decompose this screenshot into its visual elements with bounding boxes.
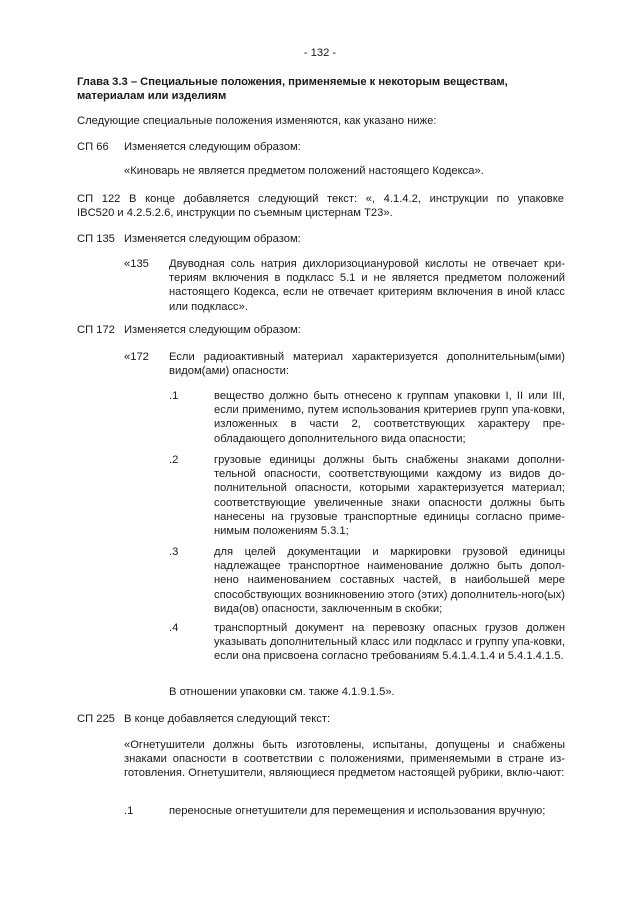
heading-line-2: материалам или изделиям <box>77 90 227 103</box>
sp172-body: Если радиоактивный материал характеризуется дополнительным(ыми) видом(ами) опасности: <box>169 351 565 378</box>
intro-text: Следующие специальные положения изменяются, как указано ниже: <box>77 115 437 127</box>
sp122-line1: СП 122 В конце добавляется следующий текст: «, 4.1.4.2, инструкции по упаковке <box>77 193 564 205</box>
sp66-label: СП 66 <box>77 141 109 153</box>
sp172-footer: В отношении упаковки см. также 4.1.9.1.5». <box>169 686 395 698</box>
sp122-line2: IBC520 и 4.2.5.2.6, инструкции по съемным цистернам T23». <box>77 207 393 220</box>
sp135-body: Двуводная соль натрия дихлоризоциануровой кислоты не отвечает кри-териям включения в подкласс 5.1 и не является предметом положений настоящего Кодекса, если не отвечает критериям включения в иной класс или подкласс». <box>169 258 565 313</box>
sp135-num: «135 <box>124 258 149 270</box>
sp172-item-1-text: вещество должно быть отнесено к группам упаковки I, II или III, если применимо, путем использования критериев групп упа-ковки, изложенных в части 2, соответствующих характеру пре-обладающего дополнительного вида опасности; <box>214 390 565 445</box>
sp172-item-4-text: транспортный документ на перевозку опасных грузов должен указывать дополнительный класс или подкласс и группу упа-ковки, если она присвоена согласно требованиям 5.4.1.4.1.4 и 5.4.1.4.1.5. <box>214 622 565 663</box>
sp172-item-3-text: для целей документации и маркировки грузовой единицы надлежащее транспортное наименование должно быть допол-нено наименованием составных частей, в наибольшей мере способствующих возникновению этого (этих) дополнитель-ного(ых) вида(ов) опасности, заключенным в скобки; <box>214 546 565 615</box>
sp172-item-4-num: .4 <box>169 622 179 634</box>
sp225-body: «Огнетушители должны быть изготовлены, испытаны, допущены и снабжены знаками опасности в соответствии с положениями, применяемыми в стране из-готовления. Огнетушители, являющиеся предметом настоящей рубрики, вклю-чают: <box>124 739 565 780</box>
sp122-block <box>77 192 564 220</box>
sp172-item-2-num: .2 <box>169 454 179 466</box>
page-number: - 132 - <box>303 47 337 59</box>
sp135-text: Изменяется следующим образом: <box>124 233 301 245</box>
sp172-item-2-text: грузовые единицы должны быть снабжены знаками дополни-тельной опасности, соответствующими каждому из видов до-полнительной опасности, которыми характеризуется материал; соответствующие увеличенные знаки опасности должны быть нанесены на грузовые транспортные единицы согласно приме-нимым положениям 5.3.1; <box>214 454 565 538</box>
sp225-text: В конце добавляется следующий текст: <box>124 713 331 725</box>
sp66-text: Изменяется следующим образом: <box>124 141 301 153</box>
sp225-label: СП 225 <box>77 713 115 725</box>
sp172-text: Изменяется следующим образом: <box>124 324 301 336</box>
sp172-num: «172 <box>124 351 149 363</box>
sp172-label: СП 172 <box>77 324 115 336</box>
heading-line-1: Глава 3.3 – Специальные положения, применяемые к некоторым веществам, <box>77 76 508 88</box>
sp122-label: СП 122 <box>77 193 121 205</box>
sp135-label: СП 135 <box>77 233 115 245</box>
sp172-item-1-num: .1 <box>169 390 179 402</box>
sp225-item-1-text: переносные огнетушители для перемещения и использования вручную; <box>169 805 546 817</box>
sp66-quote: «Киноварь не является предметом положений настоящего Кодекса». <box>124 165 484 177</box>
sp172-item-3-num: .3 <box>169 546 179 558</box>
chapter-heading <box>77 75 567 103</box>
sp225-item-1-num: .1 <box>124 805 134 817</box>
